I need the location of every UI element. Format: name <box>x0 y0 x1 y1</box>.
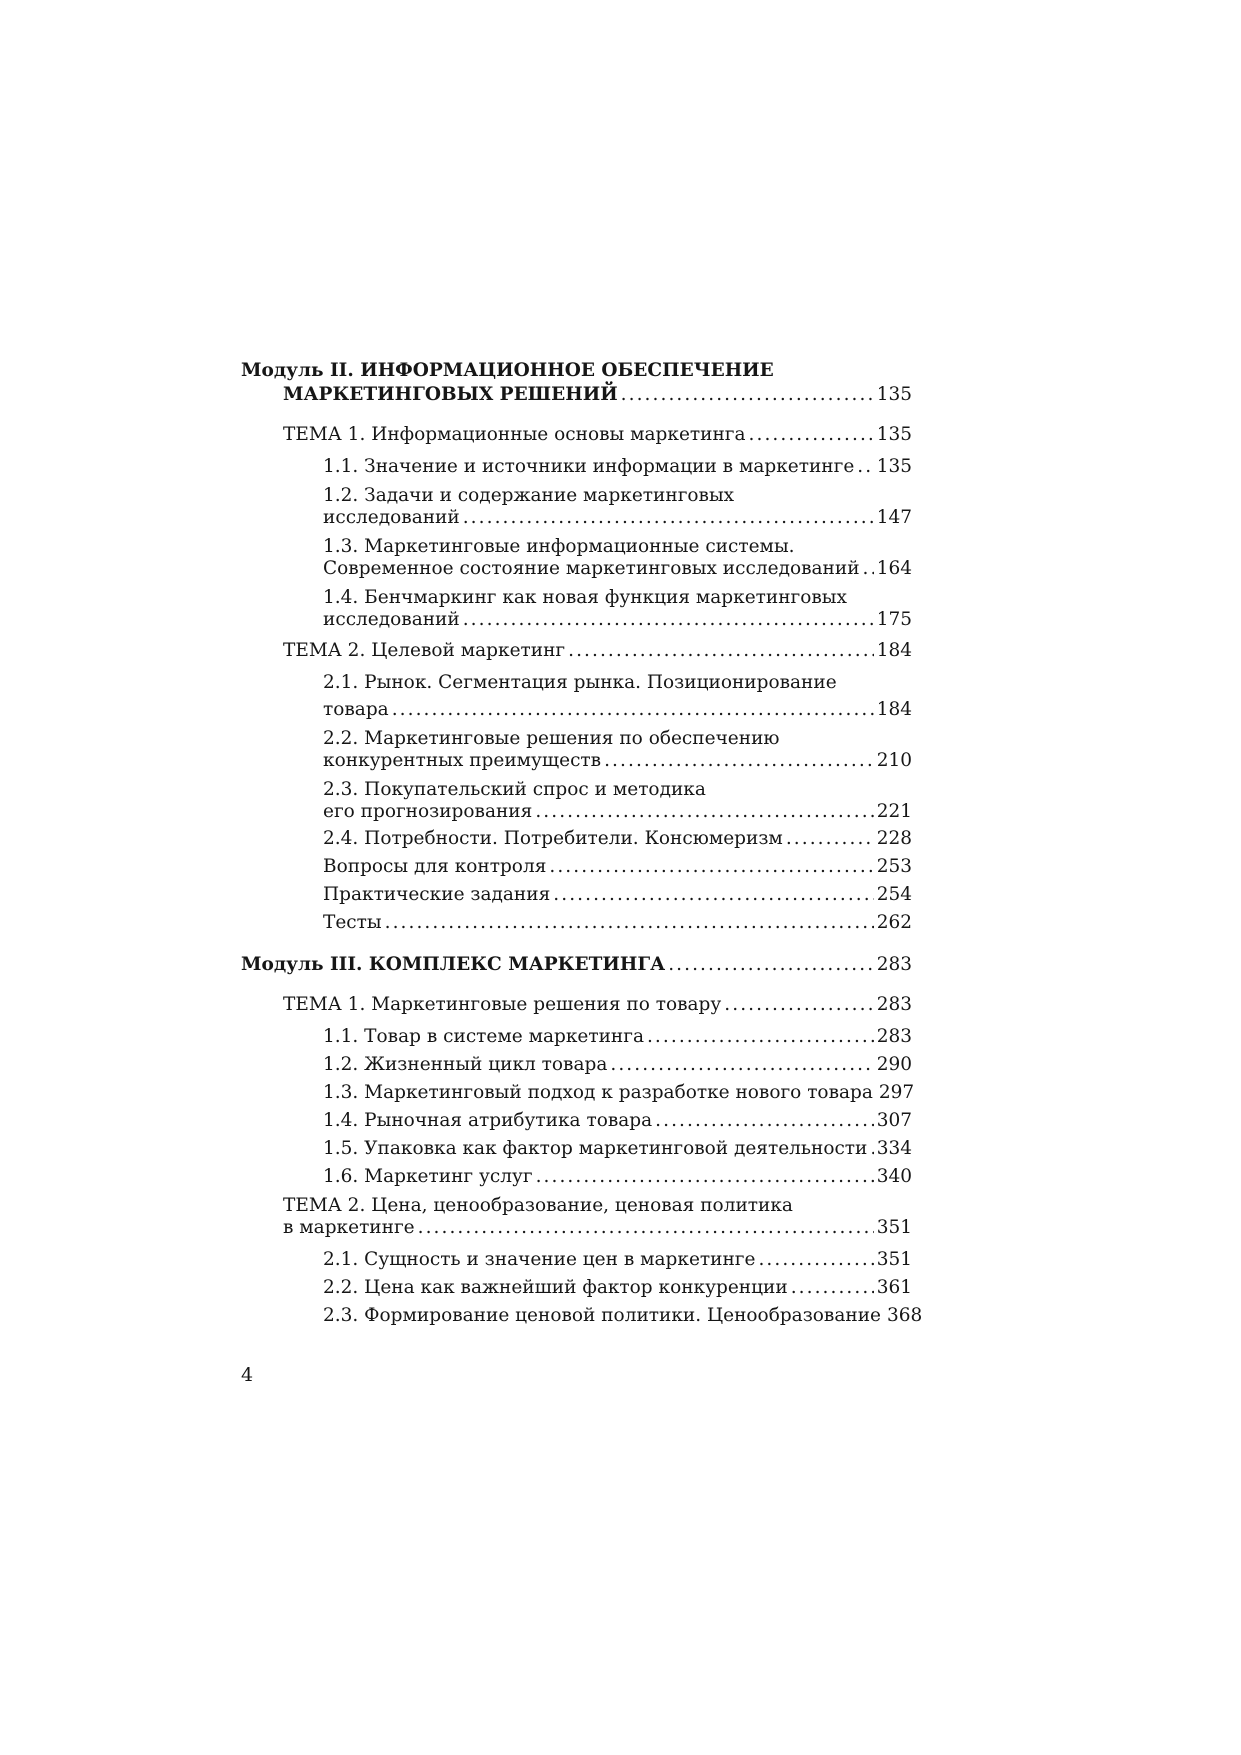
dot-leader <box>536 1164 874 1190</box>
toc-entry[interactable] <box>323 1247 912 1273</box>
toc-entry[interactable] <box>323 1303 923 1329</box>
section-title: 1.1. Товар в системе маркетинга <box>323 1026 644 1047</box>
toc-entry[interactable] <box>323 1164 912 1190</box>
section-title: 1.2. Задачи и содержание маркетинговых <box>323 485 735 506</box>
page-number: 147 <box>876 507 912 528</box>
toc-entry[interactable] <box>323 1275 912 1301</box>
module-heading <box>241 358 774 384</box>
page-number: 184 <box>876 640 912 661</box>
toc-entry[interactable] <box>323 1024 912 1050</box>
page-number: 254 <box>876 884 912 905</box>
topic-title: ТЕМА 1. Информационные основы маркетинга <box>283 424 746 445</box>
dot-leader <box>535 799 873 825</box>
page-number: 368 <box>886 1305 923 1326</box>
topic-title: ТЕМА 2. Целевой маркетинг <box>283 640 566 661</box>
section-title-line2: конкурентных преимуществ <box>323 750 602 771</box>
page-number: 210 <box>876 750 912 771</box>
dot-leader <box>863 556 874 582</box>
folio-page-number: 4 <box>241 1364 254 1386</box>
section-title: 1.4. Бенчмаркинг как новая функция маркетинговых <box>323 587 847 608</box>
section-title: 1.1. Значение и источники информации в маркетинге <box>323 456 855 477</box>
section-title: 2.1. Сущность и значение цен в маркетинге <box>323 1249 756 1270</box>
topic-title: ТЕМА 1. Маркетинговые решения по товару <box>283 994 722 1015</box>
dot-leader <box>568 638 874 664</box>
section-title: 2.4. Потребности. Потребители. Консюмеризм <box>323 828 783 849</box>
dot-leader <box>385 910 874 936</box>
dot-leader <box>621 382 874 408</box>
toc-entry[interactable] <box>241 952 912 978</box>
section-title-line2: исследований <box>323 507 460 528</box>
module-title-line2: МАРКЕТИНГОВЫХ РЕШЕНИЙ <box>283 384 618 405</box>
section-title-line2: исследований <box>323 609 460 630</box>
dot-leader <box>655 1108 874 1134</box>
toc-entry[interactable] <box>323 854 912 880</box>
toc-entry[interactable] <box>323 748 912 774</box>
toc-entry[interactable] <box>323 505 912 531</box>
section-title: 2.3. Формирование ценовой политики. Ценообразование <box>323 1305 881 1326</box>
dot-leader <box>604 748 874 774</box>
page-number: 361 <box>876 1277 912 1298</box>
page-number: 351 <box>876 1249 912 1270</box>
toc-entry[interactable] <box>323 799 912 825</box>
page-number: 334 <box>876 1138 912 1159</box>
page-number: 351 <box>876 1217 912 1238</box>
dot-leader <box>610 1052 873 1078</box>
toc-entry[interactable] <box>283 422 912 448</box>
dot-leader <box>549 854 873 880</box>
page-number: 307 <box>876 1110 912 1131</box>
section-title: 2.1. Рынок. Сегментация рынка. Позиционирование <box>323 672 837 693</box>
toc-entry[interactable] <box>323 697 912 723</box>
dot-leader <box>647 1024 874 1050</box>
topic-title-line2: в маркетинге <box>283 1217 415 1238</box>
page-number: 175 <box>876 609 912 630</box>
toc-entry[interactable] <box>323 910 912 936</box>
page-number: 262 <box>876 912 912 933</box>
section-title-line2: его прогнозирования <box>323 801 533 822</box>
dot-leader <box>758 1247 873 1273</box>
dot-leader <box>418 1215 874 1241</box>
toc-entry[interactable] <box>283 1215 912 1241</box>
page-number: 283 <box>876 1026 912 1047</box>
page-number: 221 <box>876 801 912 822</box>
dot-leader <box>463 607 874 633</box>
topic-title: ТЕМА 2. Цена, ценообразование, ценовая политика <box>283 1195 793 1216</box>
toc-entry[interactable] <box>323 826 912 852</box>
toc-entry-line1 <box>323 670 837 696</box>
page-number: 283 <box>876 954 912 975</box>
section-title: 1.3. Маркетинговые информационные системы. <box>323 536 795 557</box>
toc-entry[interactable] <box>323 454 912 480</box>
module-title: Модуль III. КОМПЛЕКС МАРКЕТИНГА <box>241 954 666 975</box>
toc-entry[interactable] <box>323 1136 912 1162</box>
section-title: 1.5. Упаковка как фактор маркетинговой деятельности <box>323 1138 868 1159</box>
dot-leader <box>786 826 874 852</box>
section-title: 1.4. Рыночная атрибутика товара <box>323 1110 653 1131</box>
module-title-line1: Модуль II. ИНФОРМАЦИОННОЕ ОБЕСПЕЧЕНИЕ <box>241 360 774 381</box>
section-title: 2.3. Покупательский спрос и методика <box>323 779 706 800</box>
section-title: Практические задания <box>323 884 551 905</box>
dot-leader <box>870 1136 873 1162</box>
page-number: 135 <box>876 424 912 445</box>
toc-entry[interactable] <box>323 1080 915 1106</box>
page-number: 297 <box>878 1082 915 1103</box>
page-number: 290 <box>876 1054 912 1075</box>
dot-leader <box>463 505 874 531</box>
dot-leader <box>553 882 873 908</box>
section-title: 2.2. Маркетинговые решения по обеспечению <box>323 728 780 749</box>
section-title: Вопросы для контроля <box>323 856 547 877</box>
toc-entry[interactable] <box>323 1108 912 1134</box>
page-number: 135 <box>876 384 912 405</box>
dot-leader <box>857 454 873 480</box>
page-number: 135 <box>876 456 912 477</box>
page-number: 228 <box>876 828 912 849</box>
toc-entry[interactable] <box>323 556 912 582</box>
dot-leader <box>724 992 873 1018</box>
toc-entry[interactable] <box>283 992 912 1018</box>
dot-leader <box>392 697 874 723</box>
page-number: 164 <box>876 558 912 579</box>
section-title-line2: товара <box>323 699 389 720</box>
toc-entry[interactable] <box>283 638 912 664</box>
page-number: 253 <box>876 856 912 877</box>
section-title: 2.2. Цена как важнейший фактор конкуренции <box>323 1277 788 1298</box>
page-number: 283 <box>876 994 912 1015</box>
toc-entry[interactable] <box>323 1052 912 1078</box>
section-title-line2: Современное состояние маркетинговых исследований <box>323 558 860 579</box>
dot-leader <box>791 1275 874 1301</box>
toc-entry[interactable] <box>323 607 912 633</box>
dot-leader <box>668 952 874 978</box>
toc-entry[interactable] <box>323 882 912 908</box>
dot-leader <box>749 422 874 448</box>
page-number: 184 <box>876 699 912 720</box>
page-number: 340 <box>876 1166 912 1187</box>
section-title: 1.6. Маркетинг услуг <box>323 1166 533 1187</box>
section-title: 1.2. Жизненный цикл товара <box>323 1054 608 1075</box>
section-title: Тесты <box>323 912 382 933</box>
section-title: 1.3. Маркетинговый подход к разработке нового товара <box>323 1082 873 1103</box>
toc-entry[interactable] <box>283 382 912 408</box>
